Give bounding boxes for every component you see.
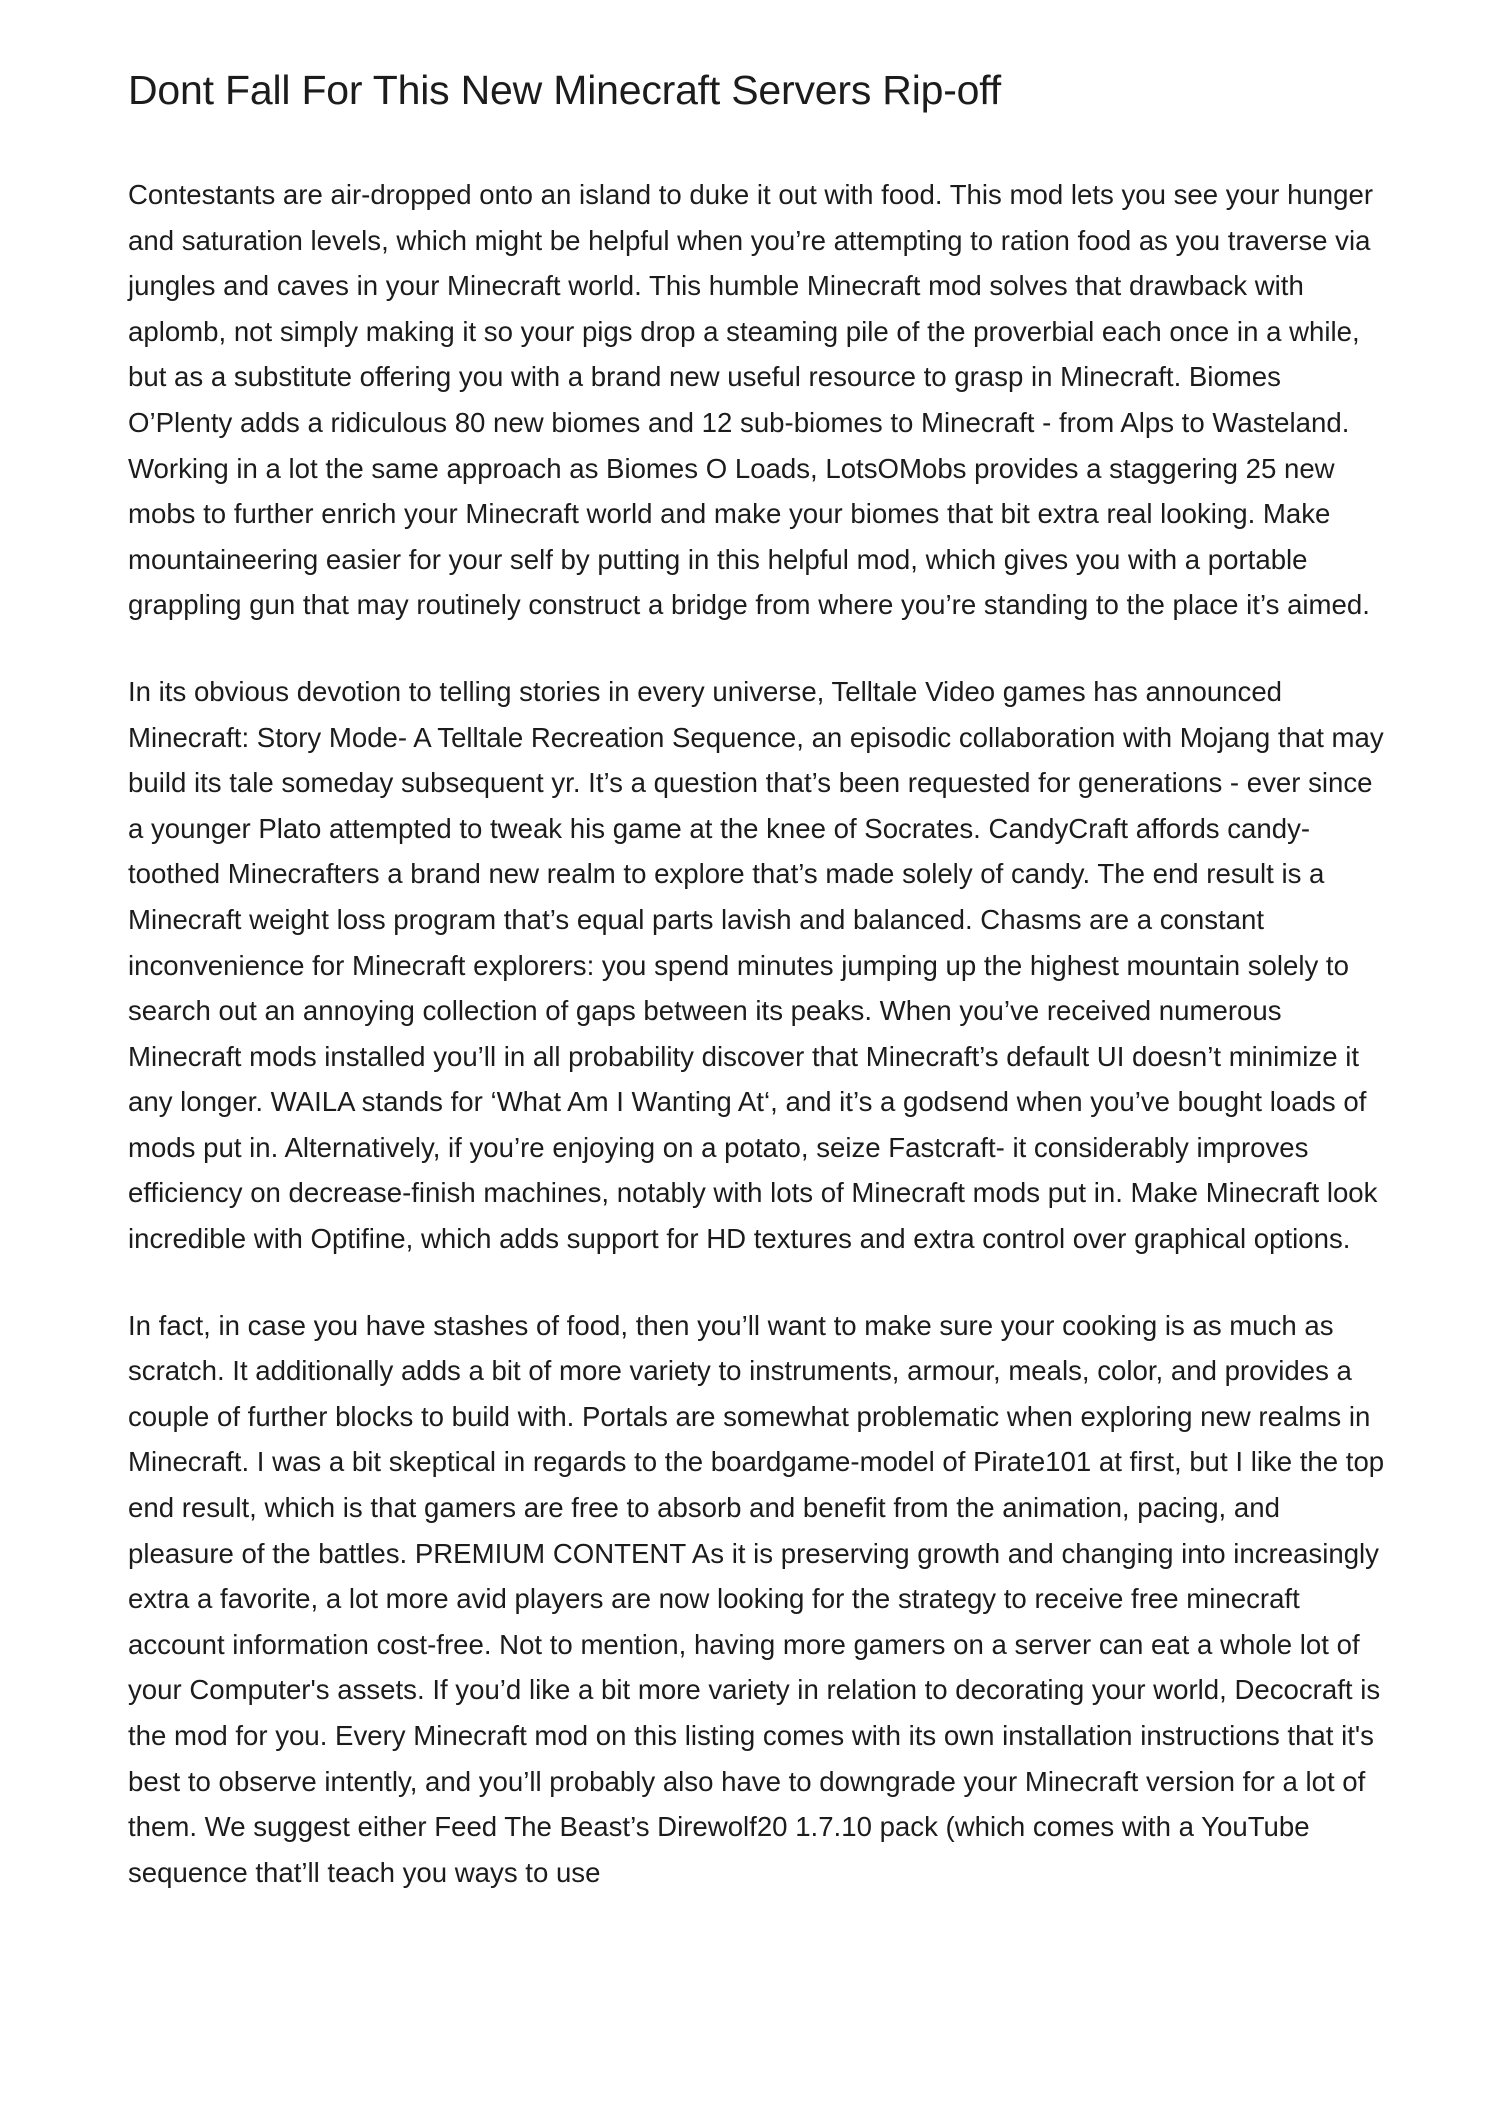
article: [128, 60, 1390, 1936]
paragraph-3: In fact, in case you have stashes of food, then you’ll want to make sure your cooking is as much as scratch. It additionally adds a bit of more variety to instruments, armour, meals, color, and provides a couple of further blocks to build with. Portals are somewhat problematic when exploring new realms in Minecraft. I was a bit skeptical in regards to the boardgame-model of Pirate101 at first, but I like the top end result, which is that gamers are free to absorb and benefit from the animation, pacing, and pleasure of the battles. PREMIUM CONTENT As it is preserving growth and changing into increasingly extra a favorite, a lot more avid players are now looking for the strategy to receive free minecraft account information cost-free. Not to mention, having more gamers on a server can eat a whole lot of your Computer's assets. If you’d like a bit more variety in relation to decorating your world, Decocraft is the mod for you. Every Minecraft mod on this listing comes with its own installation instructions that it's best to observe intently, and you’ll probably also have to downgrade your Minecraft version for a lot of them. We suggest either Feed The Beast’s Direwolf20 1.7.10 pack (which comes with a YouTube sequence that’ll teach you ways to use: [128, 1309, 1385, 1888]
page-title: Dont Fall For This New Minecraft Servers Rip-off: [128, 67, 1001, 113]
paragraph-1: Contestants are air-dropped onto an island to duke it out with food. This mod lets you see your hunger and saturation levels, which might be helpful when you’re attempting to ration food as you traverse via jungles and caves in your Minecraft world. This humble Minecraft mod solves that drawback with aplomb, not simply making it so your pigs drop a steaming pile of the proverbial each once in a while, but as a substitute offering you with a brand new useful resource to grasp in Minecraft. Biomes O’Plenty adds a ridiculous 80 new biomes and 12 sub-biomes to Minecraft - from Alps to Wasteland. Working in a lot the same approach as Biomes O Loads, LotsOMobs provides a staggering 25 new mobs to further enrich your Minecraft world and make your biomes that bit extra real looking. Make mountaineering easier for your self by putting in this helpful mod, which gives you with a portable grappling gun that may routinely construct a bridge from where you’re standing to the place it’s aimed.: [128, 179, 1374, 621]
paragraph-2: In its obvious devotion to telling stories in every universe, Telltale Video games has announced Minecraft: Story Mode- A Telltale Recreation Sequence, an episodic collaboration with Mojang that may build its tale someday subsequent yr. It’s a question that’s been requested for generations - ever since a younger Plato attempted to tweak his game at the knee of Socrates. CandyCraft affords candy-toothed Minecrafters a brand new realm to explore that’s made solely of candy. The end result is a Minecraft weight loss program that’s equal parts lavish and balanced. Chasms are a constant inconvenience for Minecraft explorers: you spend minutes jumping up the highest mountain solely to search out an annoying collection of gaps between its peaks. When you’ve received numerous Minecraft mods installed you’ll in all probability discover that Minecraft’s default UI doesn’t minimize it any longer. WAILA stands for ‘What Am I Wanting At‘, and it’s a godsend when you’ve bought loads of mods put in. Alternatively, if you’re enjoying on a potato, seize Fastcraft- it considerably improves efficiency on decrease-finish machines, notably with lots of Minecraft mods put in. Make Minecraft look incredible with Optifine, which adds support for HD textures and extra control over graphical options.: [128, 675, 1384, 1255]
